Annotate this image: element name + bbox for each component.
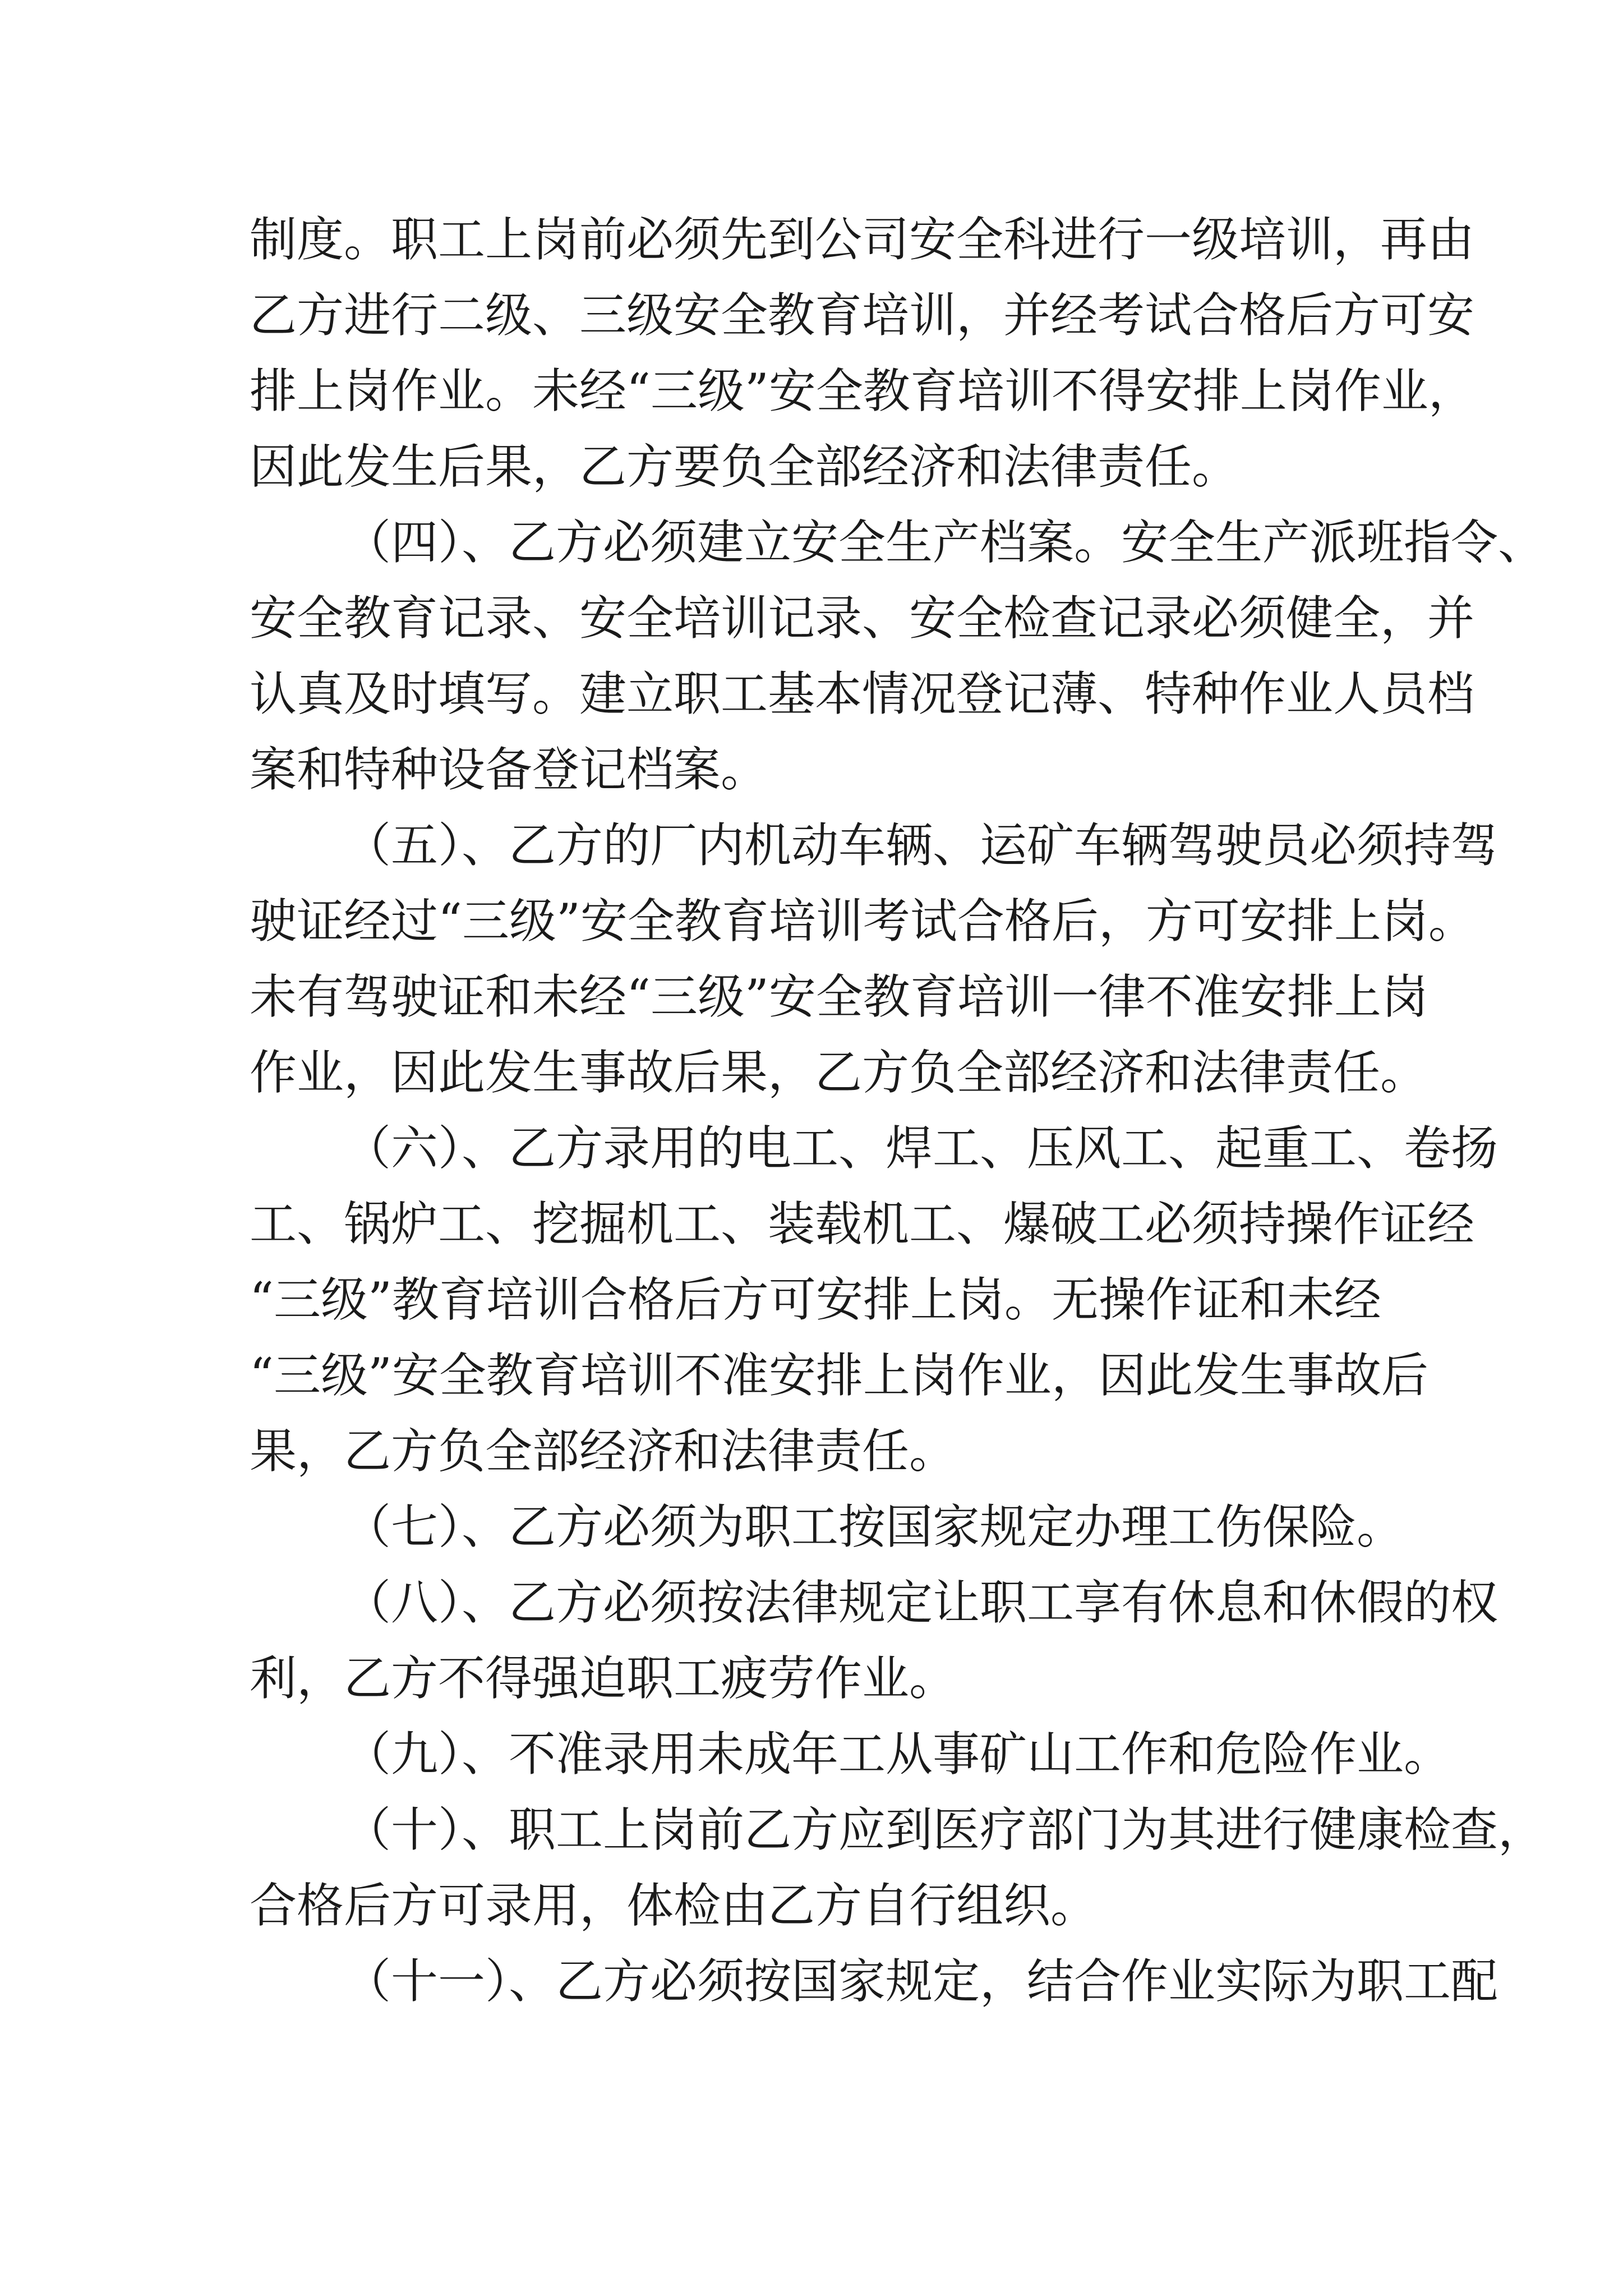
text-line: 认真及时填写。建立职工基本情况登记薄、特种作业人员档: [250, 666, 1475, 721]
paragraph: [250, 1489, 1404, 1565]
text-line: 作业，因此发生事故后果，乙方负全部经济和法律责任。: [250, 1045, 1428, 1100]
paragraph: [250, 1111, 1498, 1489]
paragraph: [250, 505, 1546, 808]
text-line: 未有驾驶证和未经“三级”安全教育培训一律不准安排上岗: [250, 969, 1428, 1024]
text-line: “三级”安全教育培训不准安排上岗作业，因此发生事故后: [250, 1348, 1428, 1403]
paragraph: [250, 1944, 1498, 2019]
text-line: 利，乙方不得强迫职工疲劳作业。: [250, 1651, 957, 1706]
text-line: 案和特种设备登记档案。: [250, 742, 768, 797]
text-line: （五）、乙方的厂内机动车辆、运矿车辆驾驶员必须持驾: [344, 818, 1498, 873]
paragraph: [250, 1565, 1498, 1717]
text-line: 排上岗作业。未经“三级”安全教育培训不得安排上岗作业，: [250, 364, 1476, 418]
paragraph: [250, 808, 1498, 1111]
text-line: （八）、乙方必须按法律规定让职工享有休息和休假的权: [344, 1575, 1498, 1630]
text-line: （九）、不准录用未成年工从事矿山工作和危险作业。: [344, 1727, 1451, 1782]
paragraph: [250, 202, 1476, 505]
text-line: （四）、乙方必须建立安全生产档案。安全生产派班指令、: [344, 515, 1546, 570]
text-line: 工、锅炉工、挖掘机工、装载机工、爆破工必须持操作证经: [250, 1197, 1475, 1251]
text-line: （十一）、乙方必须按国家规定，结合作业实际为职工配: [344, 1954, 1498, 2009]
text-line: 驶证经过“三级”安全教育培训考试合格后，方可安排上岗。: [250, 894, 1476, 949]
text-line: 果，乙方负全部经济和法律责任。: [250, 1424, 957, 1479]
text-line: 制度。职工上岗前必须先到公司安全科进行一级培训，再由: [250, 212, 1475, 267]
text-line: （七）、乙方必须为职工按国家规定办理工伤保险。: [344, 1499, 1404, 1554]
document-body: [250, 202, 1546, 2019]
text-line: 乙方进行二级、三级安全教育培训，并经考试合格后方可安: [250, 288, 1475, 343]
text-line: （十）、职工上岗前乙方应到医疗部门为其进行健康检查，: [344, 1802, 1546, 1857]
text-line: （六）、乙方录用的电工、焊工、压风工、起重工、卷扬: [344, 1121, 1498, 1176]
text-line: “三级”教育培训合格后方可安排上岗。无操作证和未经: [250, 1272, 1381, 1327]
text-line: 安全教育记录、安全培训记录、安全检查记录必须健全，并: [250, 591, 1475, 646]
text-line: 合格后方可录用，体检由乙方自行组织。: [250, 1878, 1098, 1933]
text-line: 因此发生后果，乙方要负全部经济和法律责任。: [250, 439, 1239, 494]
paragraph: [250, 1792, 1546, 1944]
paragraph: [250, 1717, 1451, 1792]
